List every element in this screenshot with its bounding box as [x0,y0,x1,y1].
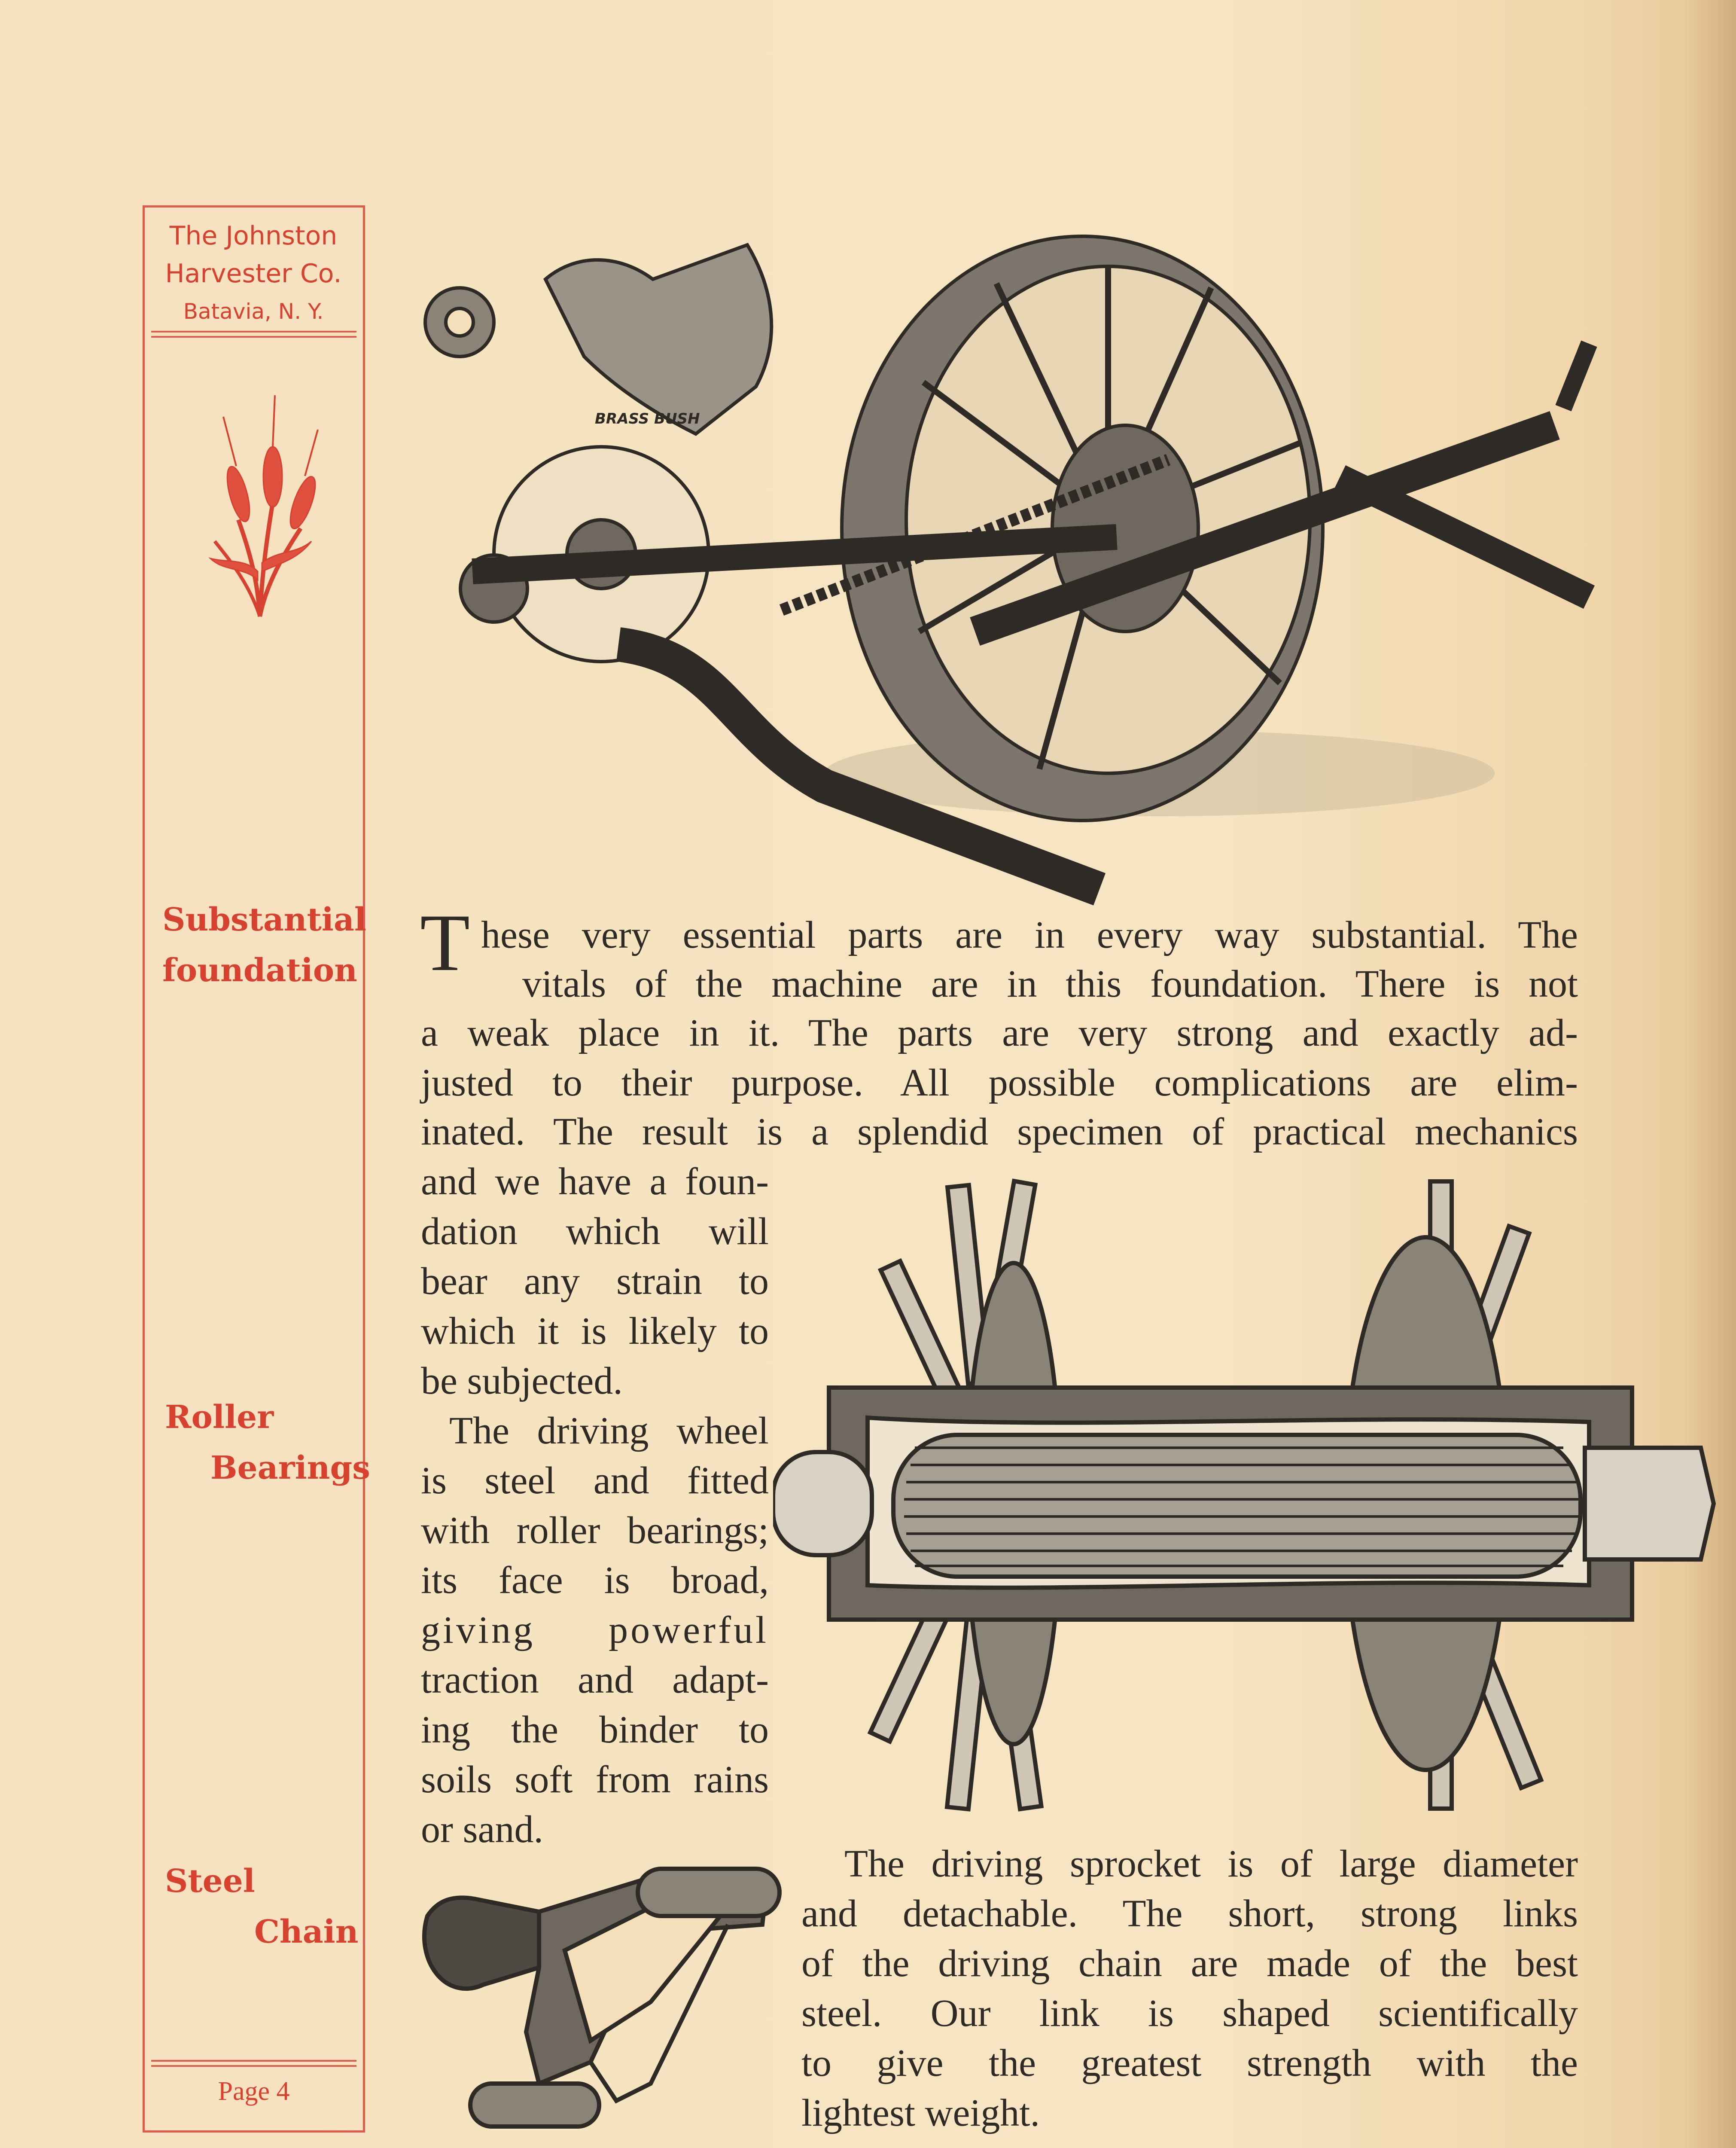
section-label-line: Chain [254,1913,359,1950]
paragraph1-line: justed to their purpose. All possible complications are elim- [421,1062,1578,1104]
sidebar-top-rule [151,331,356,338]
section-label-line: Substantial [162,901,366,938]
drop-cap: T [420,898,470,988]
section-label-line: Steel [165,1863,255,1900]
company-heading [146,217,361,330]
paragraph2-line: The driving wheel [449,1410,769,1452]
section-label-steel-chain [165,1856,359,1957]
paragraph2-line: with roller bearings; [421,1509,769,1552]
section-label-roller-bearings [165,1392,370,1493]
company-name-line1: The Johnston [169,221,338,251]
brass-bush-label: BRASS BUSH [595,410,700,427]
paragraph3-line: and detachable. The short, strong links [801,1892,1578,1935]
paragraph1-line: be subjected. [421,1360,623,1402]
company-name-line2: Harvester Co. [165,259,342,289]
paragraph1-line: and we have a foun- [421,1160,769,1203]
drive-wheel-assembly-illustration [395,202,1598,906]
section-label-line: Roller [165,1399,274,1436]
paragraph1-line: vitals of the machine are in this foundation. There is not [522,963,1578,1005]
paragraph3-line: The driving sprocket is of large diameter [844,1843,1578,1885]
paragraph2-line: is steel and fitted [421,1459,769,1502]
paragraph2-line: its face is broad, [421,1559,769,1602]
paragraph1-line: a weak place in it. The parts are very strong and exactly ad- [421,1012,1578,1054]
paragraph1-line: bear any strain to [421,1260,769,1303]
paragraph2-line: giving powerful [421,1609,769,1651]
sidebar-bottom-rule [151,2060,356,2067]
roller-bearing-illustration [773,1173,1718,1834]
paragraph3-line: of the driving chain are made of the best [801,1942,1578,1985]
chain-link-illustration [410,1860,797,2135]
page-number: Page 4 [218,2077,290,2106]
section-label-substantial-foundation [162,894,366,996]
paragraph2-line: ing the binder to [421,1709,769,1751]
paragraph3-line: steel. Our link is shaped scientifically [801,1992,1578,2035]
paragraph1-line: dation which will [421,1210,769,1253]
paragraph3-line: to give the greatest strength with the [801,2042,1578,2084]
paragraph1-line: which it is likely to [421,1310,769,1352]
section-label-line: Bearings [210,1449,370,1486]
wheat-icon [198,378,322,619]
paragraph1-line: hese very essential parts are in every way substantial. The [481,914,1578,956]
paragraph1-line: inated. The result is a splendid specimen of practical mechanics [421,1111,1578,1153]
paragraph2-line: soils soft from rains [421,1758,769,1801]
paragraph3-line: lightest weight. [801,2092,1040,2134]
section-label-line: foundation [162,952,357,989]
company-city: Batavia, N. Y. [183,299,324,324]
paragraph2-line: traction and adapt- [421,1659,769,1701]
paragraph2-line: or sand. [421,1808,543,1851]
